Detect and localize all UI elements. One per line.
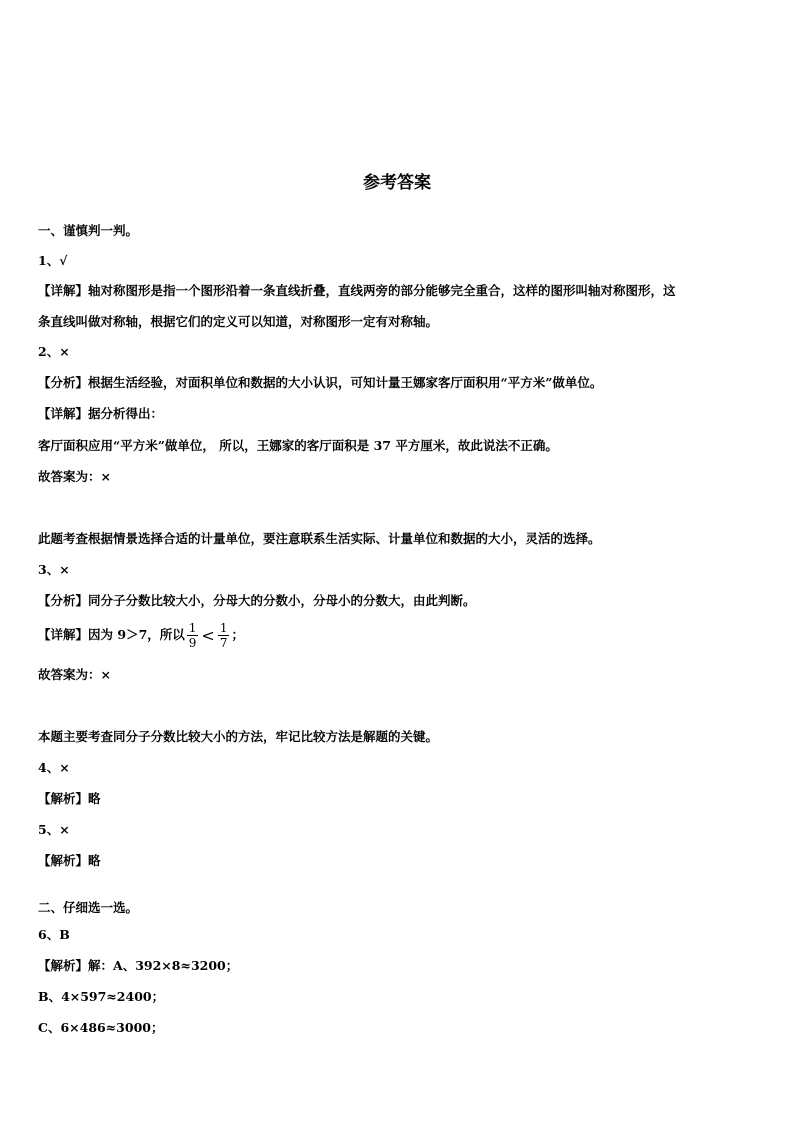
less-than-sign: < <box>201 625 215 645</box>
q2-analysis <box>38 374 758 392</box>
q3-detail-suffix: ； <box>231 627 244 642</box>
q3-head: 3、× <box>38 562 70 577</box>
q6-line-c: C、6×486≈3000； <box>38 1020 164 1035</box>
q3-summary: 本题主要考查同分子分数比较大小的方法，牢记比较方法是解题的关键。 <box>38 729 439 744</box>
q5-explanation-text: 略 <box>88 853 101 868</box>
fraction-one-ninth <box>187 621 199 650</box>
q1-detail-text1: 轴对称图形是指一个图形沿着一条直线折叠，直线两旁的部分能够完全重合，这样的图形叫轴对称图形，这 <box>88 283 676 298</box>
explanation-tag: 【解析】 <box>38 791 89 806</box>
section-heading-2: 二、仔细选一选。 <box>38 900 139 915</box>
q2-detail-text: 据分析得出： <box>88 406 164 421</box>
q2-detail <box>38 405 758 423</box>
q3-detail <box>38 618 758 653</box>
q4-explanation <box>38 790 758 808</box>
q3-analysis-text: 同分子分数比较大小，分母大的分数小，分母小的分数大，由此判断。 <box>88 593 476 608</box>
q4-explanation-text: 略 <box>88 791 101 806</box>
q5-explanation <box>38 852 758 870</box>
fraction-numerator: 1 <box>219 621 228 635</box>
fraction-denominator: 9 <box>188 636 197 650</box>
q2-answer: 故答案为：× <box>38 469 111 484</box>
q5-head: 5、× <box>38 822 70 837</box>
q1-detail-line2: 条直线叫做对称轴，根据它们的定义可以知道，对称图形一定有对称轴。 <box>38 314 439 329</box>
analysis-tag: 【分析】 <box>38 593 89 608</box>
q6-line-b: B、4×597≈2400； <box>38 989 165 1004</box>
q3-answer: 故答案为：× <box>38 667 111 682</box>
detail-tag: 【详解】 <box>38 406 89 421</box>
fraction-one-seventh <box>218 621 230 650</box>
q2-analysis-text: 根据生活经验，对面积单位和数据的大小认识，可知计量王娜家客厅面积用“平方米”做单位。 <box>88 375 603 390</box>
detail-tag: 【详解】 <box>38 283 89 298</box>
q6-head: 6、B <box>38 927 70 942</box>
q2-summary: 此题考查根据情景选择合适的计量单位，要注意联系生活实际、计量单位和数据的大小，灵活的选择。 <box>38 531 601 546</box>
analysis-tag: 【分析】 <box>38 375 89 390</box>
q2-line: 客厅面积应用“平方米”做单位， 所以，王娜家的客厅面积是 37 平方厘米，故此说法不正确。 <box>38 438 558 453</box>
q3-analysis <box>38 592 758 610</box>
explanation-tag: 【解析】 <box>38 853 89 868</box>
q1-head: 1、√ <box>38 253 68 268</box>
q6-line-a: 解：A、392×8≈3200； <box>88 958 239 973</box>
detail-tag: 【详解】 <box>38 627 89 642</box>
page-title: 参考答案 <box>363 173 431 193</box>
explanation-tag: 【解析】 <box>38 958 89 973</box>
q2-head: 2、× <box>38 344 70 359</box>
q1-detail-line1 <box>38 282 758 300</box>
q3-detail-prefix: 因为 9＞7，所以 <box>88 627 185 642</box>
section-heading-1: 一、谨慎判一判。 <box>38 223 139 238</box>
fraction-numerator: 1 <box>188 621 197 635</box>
q4-head: 4、× <box>38 760 70 775</box>
q6-explanation <box>38 957 758 975</box>
fraction-denominator: 7 <box>219 636 228 650</box>
